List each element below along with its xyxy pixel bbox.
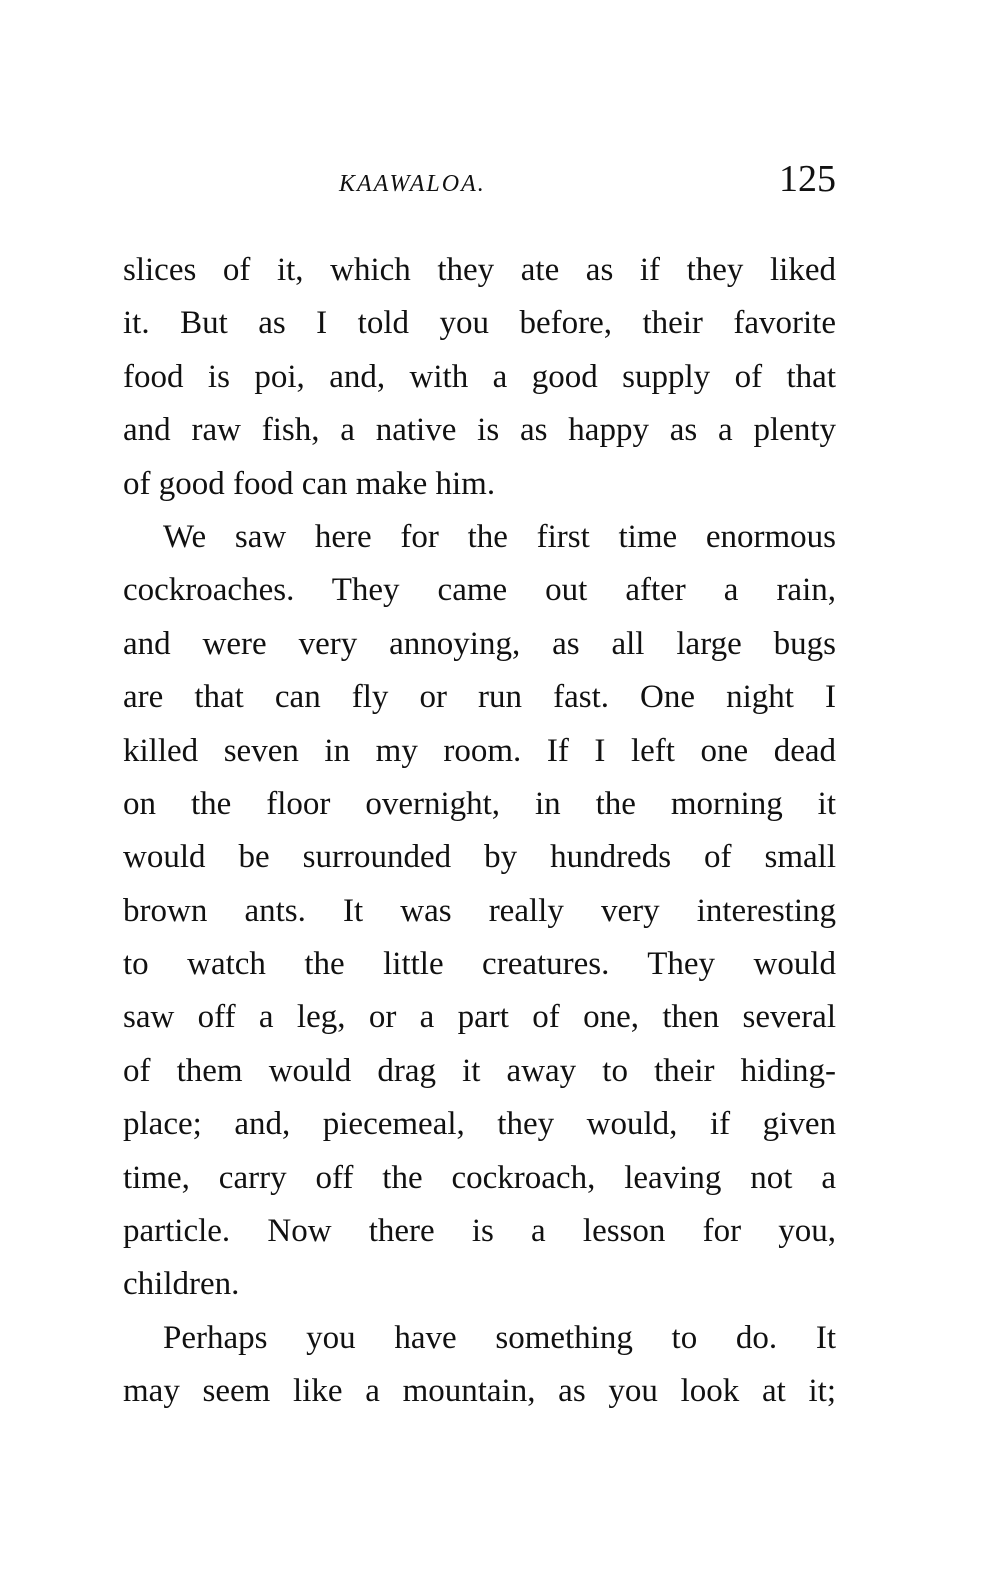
page-number: 125 [779,158,836,200]
text-line: of good food can make him. [123,465,496,502]
text-line: on the floor overnight, in the morning it [123,785,836,822]
text-line: of them would drag it away to their hiding- [123,1052,836,1089]
text-line: may seem like a mountain, as you look at it; [123,1373,836,1410]
body-text [123,244,836,1419]
text-line: are that can fly or run fast. One night I [123,679,836,716]
text-line: cockroaches. They came out after a rain, [123,572,836,609]
text-line: and raw fish, a native is as happy as a plenty [123,412,836,449]
text-line: and were very annoying, as all large bugs [123,625,836,662]
running-title: KAAWALOA. [339,171,486,197]
text-line: particle. Now there is a lesson for you, [123,1213,836,1250]
text-line: food is poi, and, with a good supply of that [123,358,836,395]
text-line: it. But as I told you before, their favorite [123,305,836,342]
text-line: saw off a leg, or a part of one, then several [123,999,836,1036]
text-line: killed seven in my room. If I left one dead [123,732,836,769]
text-line: would be surrounded by hundreds of small [123,839,836,876]
text-line: children. [123,1266,240,1303]
text-line: We saw here for the first time enormous [163,518,836,555]
text-line: slices of it, which they ate as if they liked [123,252,836,288]
text-line: Perhaps you have something to do. It [163,1319,836,1356]
text-line: place; and, piecemeal, they would, if given [123,1106,836,1143]
text-line: time, carry off the cockroach, leaving not a [123,1159,836,1196]
text-line: to watch the little creatures. They would [123,946,836,983]
running-head [123,160,836,210]
text-line: brown ants. It was really very interesting [123,892,836,929]
